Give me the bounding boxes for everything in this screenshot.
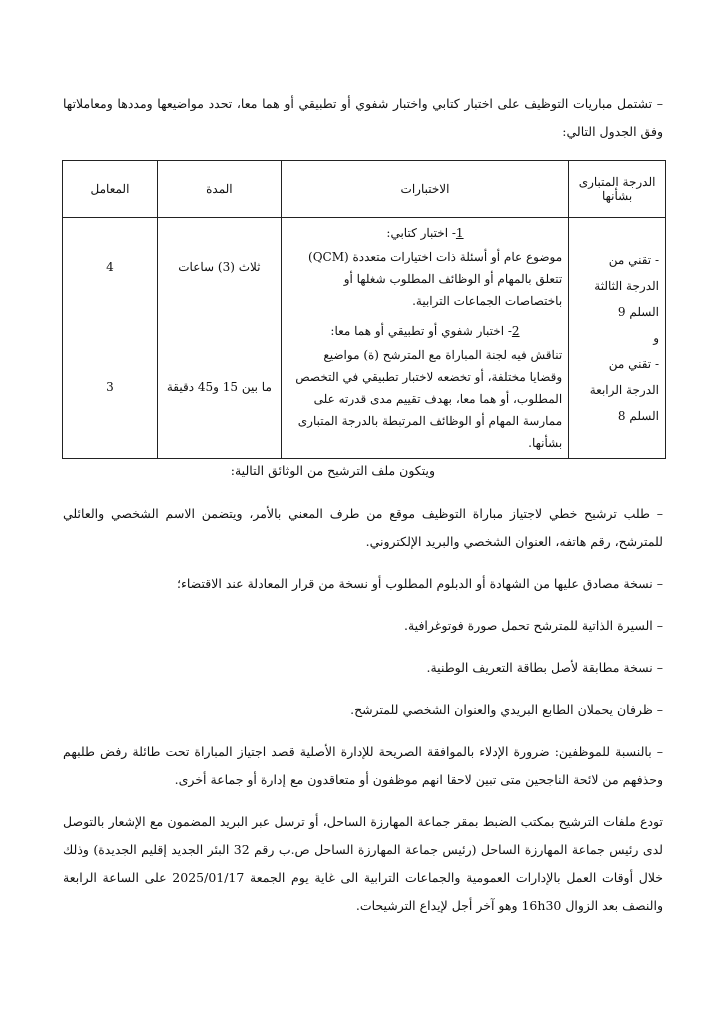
written-test-desc: موضوع عام أو أسئلة ذات اختيارات متعددة (QCM) تتعلق بالمهام أو الوظائف المطلوب شغلها أو باختصاصات الجماعات الترابية.: [308, 250, 563, 308]
oral-test-title: 2- اختبار شفوي أو تطبيقي أو هما معا:: [330, 324, 520, 338]
header-tests: الاختبارات: [281, 161, 568, 218]
written-duration: ثلاث (3) ساعات: [157, 218, 281, 317]
grade-line: و: [653, 331, 659, 345]
written-test-cell: [281, 218, 568, 317]
document-item: – ظرفان يحملان الطابع البريدي والعنوان الشخصي للمترشح.: [350, 702, 663, 717]
grade-line: السلم 9: [617, 305, 659, 319]
grade-cell: [569, 218, 666, 459]
table-row: [63, 218, 666, 317]
grade-line: الدرجة الثالثة: [594, 279, 659, 293]
document-item: – بالنسبة للموظفين: ضرورة الإدلاء بالموافقة الصريحة للإدارة الأصلية قصد اجتياز المباراة تحت طائلة رفض طلبهم وحذفهم من لائحة الناجحين متى تبين لاحقا انهم موظفون أو متعاقدون مع إدارة أو جماعة أخرى.: [63, 744, 663, 787]
oral-duration: ما بين 15 و45 دقيقة: [157, 316, 281, 459]
grade-line: - تقني من: [608, 253, 659, 267]
grade-line: - تقني من: [608, 357, 659, 371]
documents-intro: ويتكون ملف الترشيح من الوثائق التالية:: [230, 463, 435, 478]
exam-table: [62, 160, 666, 459]
document-item: – نسخة مطابقة لأصل بطاقة التعريف الوطنية.: [426, 660, 663, 675]
grade-line: السلم 8: [617, 409, 659, 423]
oral-coefficient: 3: [63, 316, 158, 459]
written-test-title: 1- اختبار كتابي:: [386, 226, 464, 240]
closing-paragraph: تودع ملفات الترشيح بمكتب الضبط بمقر جماعة المهارزة الساحل، أو ترسل عبر البريد المضمون مع الإشعار بالتوصل لدى رئيس جماعة المهارزة الساحل (رئيس جماعة المهارزة الساحل ص.ب رقم 32 البئر الجديد إقليم الجديدة) وذلك خلال أوقات العمل بالإدارات العمومية والجماعات الترابية الى غاية يوم الجمعة 2025/01/17 على الساعة الرابعة والنصف بعد الزوال 16h30 وهو آخر أجل لإيداع الترشيحات.: [63, 814, 663, 913]
oral-test-cell: [281, 316, 568, 459]
oral-test-desc: تناقش فيه لجنة المباراة مع المترشح (ة) مواضيع وقضايا مختلفة، أو تخضعه لاختبار تطبيقي في التخصص المطلوب، أو هما معا، بهدف تقييم مدى قدرته على ممارسة المهام أو الوظائف المرتبطة بالدرجة المتبارى بشأنها.: [295, 348, 563, 450]
intro-paragraph: – تشتمل مباريات التوظيف على اختبار كتابي واختبار شفوي أو تطبيقي أو هما معا، تحدد مواضيعها ومددها ومعاملاتها وفق الجدول التالي:: [63, 96, 663, 139]
table-header-row: [63, 161, 666, 218]
header-coefficient: المعامل: [63, 161, 158, 218]
header-grade: الدرجة المتبارى بشأنها: [569, 161, 666, 218]
document-item: – السيرة الذاتية للمترشح تحمل صورة فوتوغرافية.: [404, 618, 663, 633]
written-coefficient: 4: [63, 218, 158, 317]
grade-line: الدرجة الرابعة: [589, 383, 659, 397]
document-item: – طلب ترشيح خطي لاجتياز مباراة التوظيف موقع من طرف المعني بالأمر، ويتضمن الاسم الشخصي والعائلي للمترشح، رقم هاتفه، العنوان الشخصي والبريد الإلكتروني.: [63, 506, 663, 549]
header-duration: المدة: [157, 161, 281, 218]
document-item: – نسخة مصادق عليها من الشهادة أو الدبلوم المطلوب أو نسخة من قرار المعادلة عند الاقتضاء؛: [177, 576, 663, 591]
